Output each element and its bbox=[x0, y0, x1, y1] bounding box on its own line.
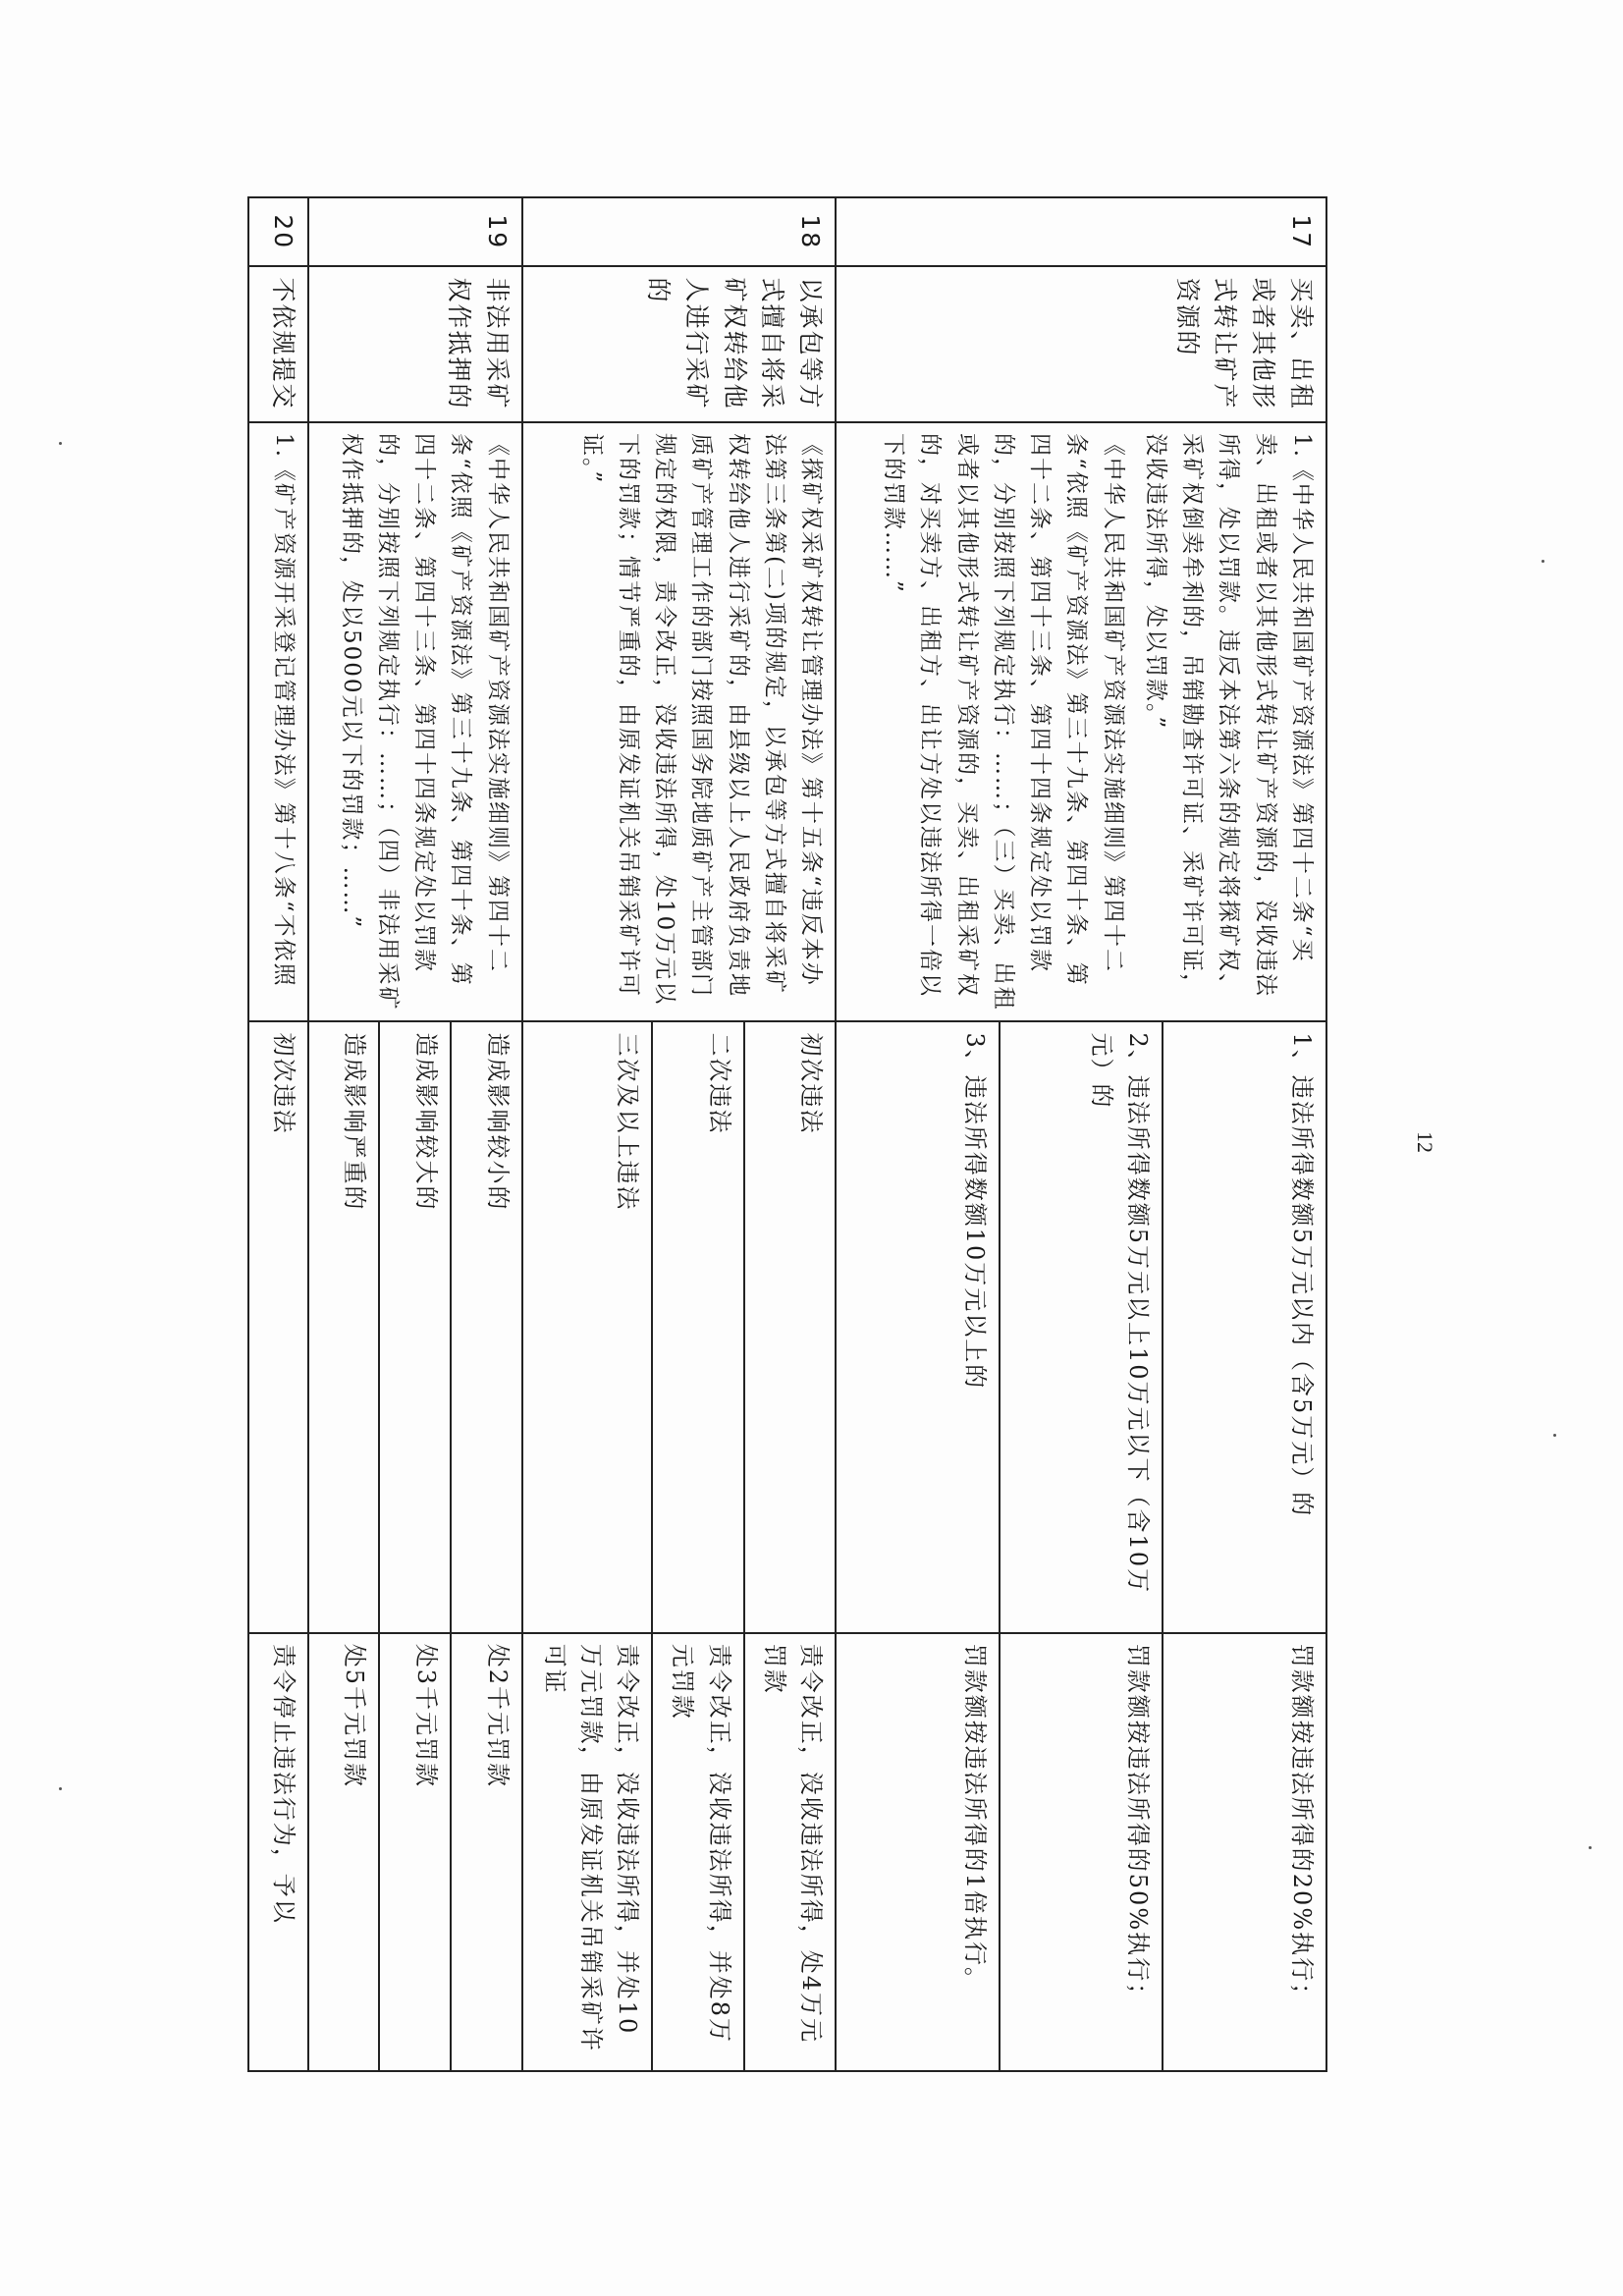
penalty-standard: 责令改正，没收违法所得，处4万元罚款 bbox=[744, 1633, 836, 2071]
legal-basis bbox=[522, 422, 837, 1022]
penalty-standard: 责令停止违法行为，予以 bbox=[248, 1633, 308, 2071]
table-row bbox=[451, 197, 522, 2071]
violation-circumstance: 造成影响较小的 bbox=[451, 1021, 522, 1632]
legal-basis bbox=[308, 422, 522, 1022]
table-row bbox=[248, 197, 308, 2071]
legal-basis-paragraph: 1.《矿产资源开采登记管理办法》第十八条“不依照 bbox=[270, 432, 297, 988]
violation-circumstance: 初次违法 bbox=[744, 1021, 836, 1632]
page-number: 12 bbox=[1413, 1131, 1437, 1153]
table-row bbox=[1163, 197, 1326, 2071]
penalty-standard: 罚款额按违法所得的1倍执行。 bbox=[836, 1633, 1000, 2071]
row-number: 18 bbox=[522, 197, 837, 266]
violation-circumstance: 造成影响较大的 bbox=[379, 1021, 451, 1632]
violation-circumstance: 3、违法所得数额10万元以上的 bbox=[836, 1021, 1000, 1632]
row-number: 19 bbox=[308, 197, 522, 266]
penalty-standard: 罚款额按违法所得的50%执行； bbox=[1000, 1633, 1163, 2071]
scan-speck bbox=[59, 1787, 62, 1790]
violation-circumstance: 二次违法 bbox=[652, 1021, 743, 1632]
legal-basis-paragraph: 《中华人民共和国矿产资源法实施细则》第四十二条“依照《矿产资源法》第三十九条、第四十条、第四十二条、第四十三条、第四十四条规定处以罚款的，分别按照下列规定执行：……；（四）非法用采矿权作抵押的，处以5000元以下的罚款；……” bbox=[338, 432, 511, 1011]
penalty-standard: 处3千元罚款 bbox=[379, 1633, 451, 2071]
legal-basis-paragraph: 《中华人民共和国矿产资源法实施细则》第四十二条“依照《矿产资源法》第三十九条、第四十条、第四十二条、第四十三条、第四十四条规定处以罚款的，分别按照下列规定执行：……；（三）买卖、出租或者以其他形式转让矿产资源的，买卖、出租采矿权的，对买卖方、出租方、出让方处以违法所得一倍以下的罚款……” bbox=[881, 432, 1126, 1011]
violation-item: 非法用采矿权作抵押的 bbox=[308, 266, 522, 422]
violation-circumstance: 三次及以上违法 bbox=[522, 1021, 653, 1632]
row-number: 17 bbox=[836, 197, 1326, 266]
violation-item: 以承包等方式擅自将采矿权转给他人进行采矿的 bbox=[522, 266, 837, 422]
violation-circumstance: 1、违法所得数额5万元以内（含5万元）的 bbox=[1163, 1021, 1326, 1632]
legal-basis-paragraph: 《探矿权采矿权转让管理办法》第十五条“违反本办法第三条第(二)项的规定，以承包等方式擅自将采矿权转给他人进行采矿的，由县级以上人民政府负责地质矿产管理工作的部门按照国务院地质矿产主管部门规定的权限，责令改正，没收违法所得，处10万元以下的罚款；情节严重的，由原发证机关吊销采矿许可证。” bbox=[578, 432, 825, 1007]
scan-speck bbox=[1553, 1434, 1556, 1437]
violation-item: 不依规提交 bbox=[248, 266, 308, 422]
legal-basis bbox=[248, 422, 308, 1022]
penalty-standard: 处5千元罚款 bbox=[308, 1633, 380, 2071]
penalty-standard: 责令改正，没收违法所得，并处8万元罚款 bbox=[652, 1633, 743, 2071]
violation-circumstance: 造成影响严重的 bbox=[308, 1021, 380, 1632]
violation-circumstance: 2、违法所得数额5万元以上10万元以下（含10万元）的 bbox=[1000, 1021, 1163, 1632]
violation-circumstance: 初次违法 bbox=[248, 1021, 308, 1632]
legal-basis bbox=[836, 422, 1326, 1022]
penalty-standard-table bbox=[247, 196, 1327, 2072]
table-row bbox=[744, 197, 836, 2071]
scan-speck bbox=[1589, 1846, 1592, 1849]
legal-basis-paragraph: 1.《中华人民共和国矿产资源法》第四十二条“买卖、出租或者以其他形式转让矿产资源的，没收违法所得，处以罚款。违反本法第六条的规定将探矿权、采矿权倒卖牟利的，吊销勘查许可证、采矿许可证，没收违法所得，处以罚款。” bbox=[1143, 432, 1315, 998]
penalty-standard: 罚款额按违法所得的20%执行； bbox=[1163, 1633, 1326, 2071]
violation-item: 买卖、出租或者其他形式转让矿产资源的 bbox=[836, 266, 1326, 422]
penalty-standard: 责令改正，没收违法所得，并处10万元罚款，由原发证机关吊销采矿许可证 bbox=[522, 1633, 653, 2071]
scan-speck bbox=[1542, 560, 1544, 563]
penalty-standard: 处2千元罚款 bbox=[451, 1633, 522, 2071]
row-number: 20 bbox=[248, 197, 308, 266]
scan-speck bbox=[59, 442, 62, 445]
rotated-table-container bbox=[247, 196, 1327, 2072]
